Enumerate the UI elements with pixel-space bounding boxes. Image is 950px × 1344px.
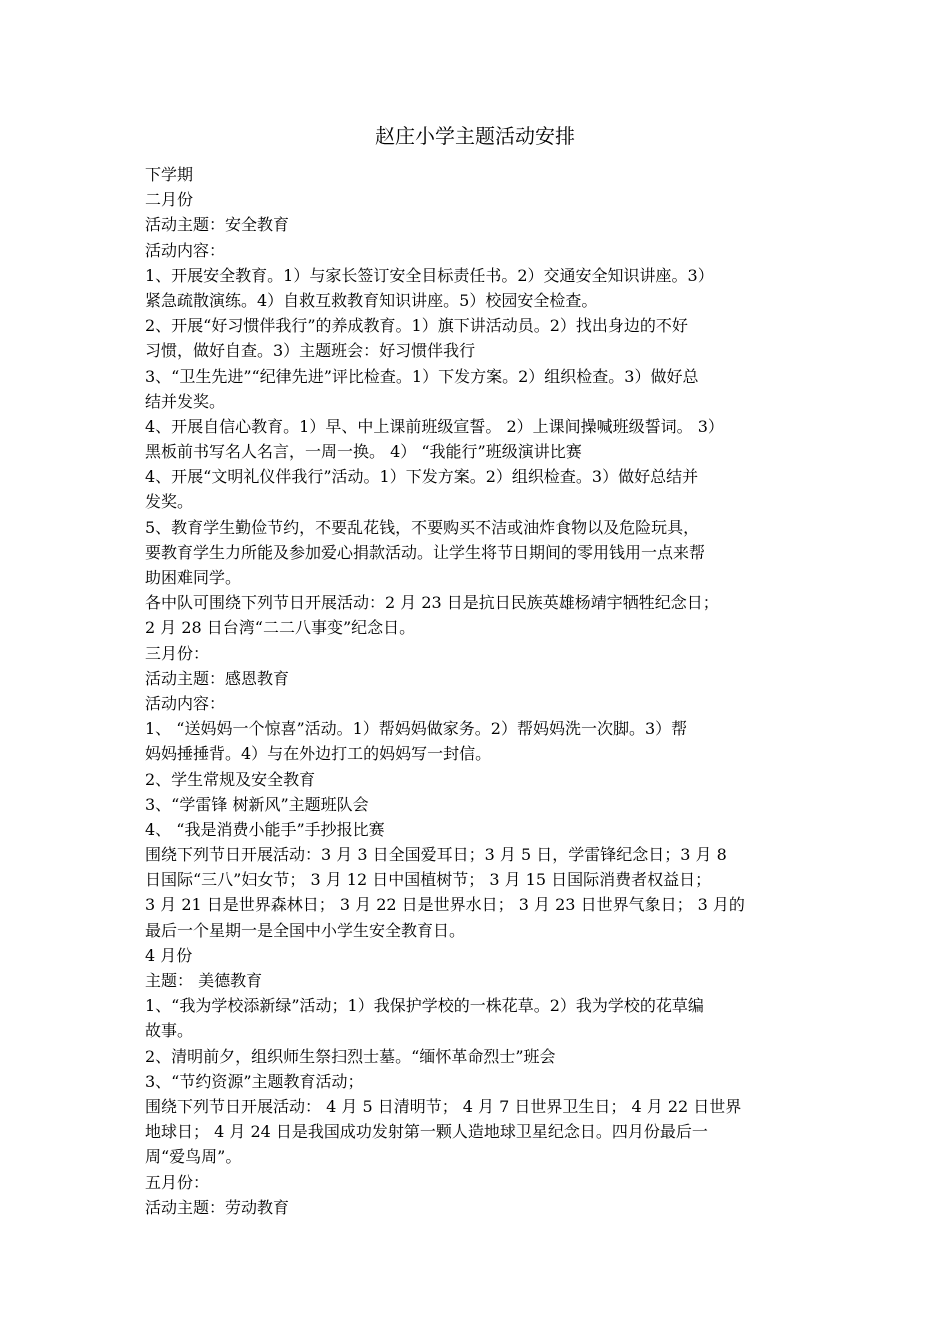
- text-line: 周“爱鸟周”。: [145, 1147, 242, 1167]
- text-line: 2、清明前夕，组织师生祭扫烈士墓。“缅怀革命烈士”班会: [145, 1046, 556, 1066]
- text-line: 4、开展自信心教育。1）早、中上课前班级宣誓。 2）上课间操喊班级誓词。 3）: [145, 416, 724, 436]
- text-line: 活动主题：感恩教育: [145, 668, 290, 688]
- text-line: 发奖。: [145, 492, 194, 512]
- text-line: 1、开展安全教育。1）与家长签订安全目标责任书。2）交通安全知识讲座。3）: [145, 265, 714, 285]
- text-line: 围绕下列节日开展活动： 4 月 5 日清明节； 4 月 7 日世界卫生日； 4 月 22 日世界: [145, 1096, 742, 1116]
- text-line: 活动主题：劳动教育: [145, 1197, 290, 1217]
- text-line: 2 月 28 日台湾“二二八事变”纪念日。: [145, 618, 416, 638]
- text-line: 2、开展“好习惯伴我行”的养成教育。1）旗下讲活动员。2）找出身边的不好: [145, 316, 688, 336]
- text-line: 1、“我为学校添新绿”活动；1）我保护学校的一株花草。2）我为学校的花草编: [145, 996, 704, 1016]
- text-line: 五月份：: [145, 1172, 210, 1192]
- text-line: 各中队可围绕下列节日开展活动：2 月 23 日是抗日民族英雄杨靖宇牺牲纪念日；: [145, 593, 719, 613]
- text-line: 三月份：: [145, 643, 210, 663]
- text-line: 主题： 美德教育: [145, 971, 263, 990]
- text-line: 故事。: [145, 1021, 194, 1041]
- text-line: 3 月 21 日是世界森林日； 3 月 22 日是世界水日； 3 月 23 日世界气象日； 3 月的: [145, 895, 745, 915]
- text-line: 1、 “送妈妈一个惊喜”活动。1）帮妈妈做家务。2）帮妈妈洗一次脚。3）帮: [145, 719, 688, 739]
- text-line: 下学期: [145, 165, 194, 184]
- text-line: 二月份: [145, 190, 194, 210]
- text-line: 地球日； 4 月 24 日是我国成功发射第一颗人造地球卫星纪念日。四月份最后一: [145, 1122, 708, 1142]
- text-line: 3、“节约资源”主题教育活动；: [145, 1071, 364, 1091]
- text-line: 最后一个星期一是全国中小学生安全教育日。: [145, 920, 466, 940]
- text-line: 围绕下列节日开展活动：3 月 3 日全国爱耳日；3 月 5 日，学雷锋纪念日；3 月 8: [145, 845, 727, 865]
- text-line: 助困难同学。: [145, 568, 242, 587]
- text-line: 4 月份: [145, 945, 193, 965]
- text-line: 4、开展“文明礼仪伴我行”活动。1）下发方案。2）组织检查。3）做好总结并: [145, 467, 699, 487]
- text-line: 黑板前书写名人名言，一周一换。 4） “我能行”班级演讲比赛: [145, 442, 582, 462]
- document-body: [145, 162, 807, 1220]
- text-line: 4、 “我是消费小能手”手抄报比赛: [145, 819, 385, 839]
- text-line: 习惯，做好自查。3）主题班会：好习惯伴我行: [145, 341, 476, 361]
- text-line: 活动内容：: [145, 693, 226, 713]
- text-line: 2、学生常规及安全教育: [145, 769, 316, 789]
- text-line: 要教育学生力所能及参加爱心捐款活动。让学生将节日期间的零用钱用一点来帮: [145, 542, 706, 562]
- text-line: 活动主题：安全教育: [145, 215, 290, 235]
- text-line: 5、教育学生勤俭节约，不要乱花钱，不要购买不洁或油炸食物以及危险玩具，: [145, 517, 700, 537]
- document-title: 赵庄小学主题活动安排: [375, 124, 575, 148]
- text-line: 日国际“三八”妇女节； 3 月 12 日中国植树节； 3 月 15 日国际消费者权益日；: [145, 870, 712, 890]
- text-line: 妈妈捶捶背。4）与在外边打工的妈妈写一封信。: [145, 744, 492, 764]
- text-line: 3、“卫生先进”“纪律先进”评比检查。1）下发方案。2）组织检查。3）做好总: [145, 366, 699, 386]
- text-line: 紧急疏散演练。4）自救互救教育知识讲座。5）校园安全检查。: [145, 290, 598, 310]
- text-line: 3、“学雷锋 树新风”主题班队会: [145, 794, 369, 814]
- text-line: 活动内容：: [145, 240, 226, 260]
- text-line: 结并发奖。: [145, 391, 226, 411]
